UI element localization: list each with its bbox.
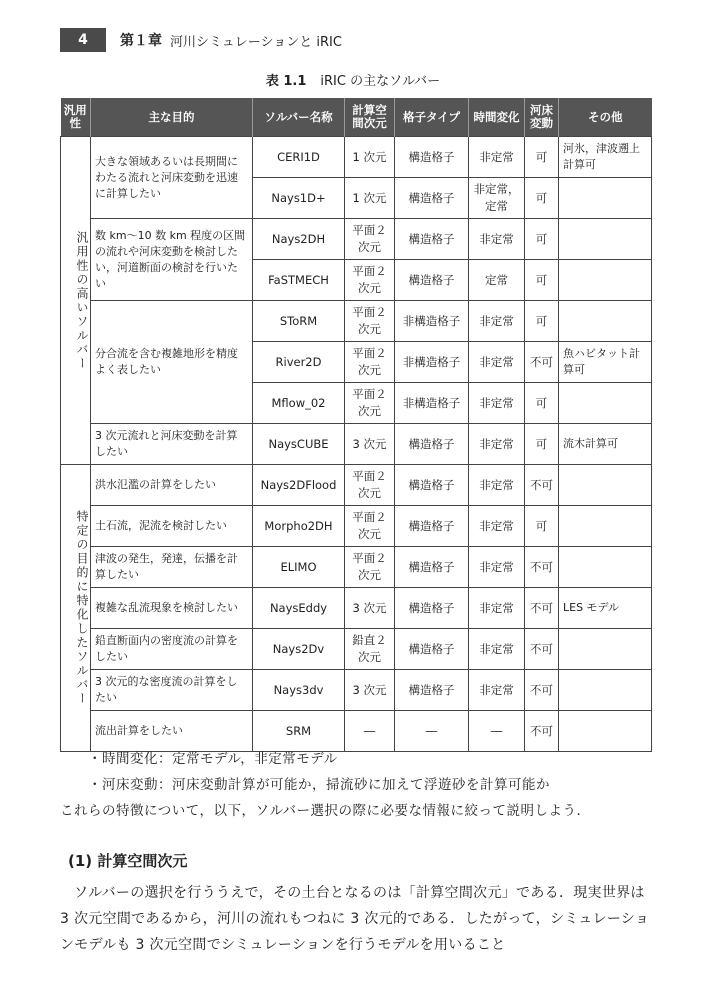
grid-type-cell: ― [395,711,469,752]
bed-change-cell: 可 [525,260,559,301]
dimension-cell: 平面２次元 [345,301,395,342]
solver-cell: SRM [253,711,345,752]
solver-cell: Nays2DH [253,219,345,260]
solver-cell: CERI1D [253,137,345,178]
bed-change-cell: 不可 [525,629,559,670]
time-change-cell: 定常 [469,260,525,301]
table-row [61,301,652,342]
purpose-cell: 数 km～10 数 km 程度の区間の流れや河床変動を検討したい，河道断面の検討を行いたい [91,219,253,301]
solver-cell: Mflow_02 [253,383,345,424]
bed-change-cell: 不可 [525,588,559,629]
bed-change-cell: 不可 [525,547,559,588]
time-change-cell: 非定常 [469,547,525,588]
table-row [61,547,652,588]
bullet-time: ・時間変化：定常モデル，非定常モデル [88,751,338,767]
table-row [61,629,652,670]
dimension-cell: 平面２次元 [345,383,395,424]
bed-change-cell: 不可 [525,465,559,506]
other-cell [559,260,652,301]
dimension-cell: 平面２次元 [345,547,395,588]
other-cell [559,547,652,588]
bed-change-cell: 可 [525,219,559,260]
grid-type-cell: 非構造格子 [395,383,469,424]
bed-change-cell: 可 [525,424,559,465]
other-cell [559,178,652,219]
grid-type-cell: 構造格子 [395,178,469,219]
purpose-cell: 3 次元流れと河床変動を計算したい [91,424,253,465]
table-row [61,588,652,629]
time-change-cell: 非定常 [469,137,525,178]
purpose-cell: 土石流，泥流を検討したい [91,506,253,547]
purpose-cell: 津波の発生，発達，伝播を計算したい [91,547,253,588]
bed-change-cell: 不可 [525,670,559,711]
grid-type-cell: 非構造格子 [395,301,469,342]
time-change-cell: 非定常 [469,506,525,547]
time-change-cell: ― [469,711,525,752]
dimension-cell: 1 次元 [345,178,395,219]
time-change-cell: 非定常 [469,383,525,424]
dimension-cell: 3 次元 [345,588,395,629]
dimension-cell: 1 次元 [345,137,395,178]
bed-change-cell: 不可 [525,342,559,383]
header-cell: 格子タイプ [395,98,469,137]
other-cell [559,465,652,506]
bed-change-cell: 可 [525,301,559,342]
table-row [61,465,652,506]
other-cell: 河氷，津波遡上計算可 [559,137,652,178]
dimension-cell: ― [345,711,395,752]
purpose-cell: 流出計算をしたい [91,711,253,752]
dimension-cell: 3 次元 [345,424,395,465]
other-cell [559,383,652,424]
dimension-cell: 3 次元 [345,670,395,711]
solver-cell: Nays2DFlood [253,465,345,506]
solver-cell: Nays1D+ [253,178,345,219]
solver-cell: Morpho2DH [253,506,345,547]
bed-change-cell: 可 [525,137,559,178]
table-row [61,424,652,465]
grid-type-cell: 構造格子 [395,424,469,465]
purpose-cell: 分合流を含む複雑地形を精度よく表したい [91,301,253,424]
time-change-cell: 非定常 [469,301,525,342]
bed-change-cell: 可 [525,506,559,547]
purpose-cell: 3 次元的な密度流の計算をしたい [91,670,253,711]
header-cell: 計算空間次元 [345,98,395,137]
time-change-cell: 非定常 [469,629,525,670]
purpose-cell: 鉛直断面内の密度流の計算をしたい [91,629,253,670]
other-cell [559,629,652,670]
header-cell: ソルバー名称 [253,98,345,137]
solver-cell: Nays2Dv [253,629,345,670]
header-cell: その他 [559,98,652,137]
solver-cell: SToRM [253,301,345,342]
solver-cell: FaSTMECH [253,260,345,301]
grid-type-cell: 構造格子 [395,137,469,178]
bed-change-cell: 可 [525,383,559,424]
group-label: 特定の目的に特化したソルバー [61,465,91,752]
table-title: iRIC の主なソルバー [320,74,441,89]
grid-type-cell: 構造格子 [395,219,469,260]
bed-change-cell: 可 [525,178,559,219]
page-number: 4 [60,28,106,52]
purpose-cell: 洪水氾濫の計算をしたい [91,465,253,506]
time-change-cell: 非定常 [469,588,525,629]
solver-cell: River2D [253,342,345,383]
header-cell: 主な目的 [91,98,253,137]
solver-cell: Nays3dv [253,670,345,711]
table-row [61,137,652,178]
table-row [61,219,652,260]
table-row [61,670,652,711]
summary-text: これらの特徴について，以下，ソルバー選択の際に必要な情報に絞って説明しよう． [60,803,591,819]
other-cell [559,219,652,260]
other-cell: 魚ハビタット計算可 [559,342,652,383]
dimension-cell: 平面２次元 [345,342,395,383]
solver-cell: NaysCUBE [253,424,345,465]
table-caption [0,70,706,89]
solver-cell: ELIMO [253,547,345,588]
bed-change-cell: 不可 [525,711,559,752]
table-header-row [61,98,652,137]
time-change-cell: 非定常 [469,219,525,260]
grid-type-cell: 構造格子 [395,506,469,547]
table-number: 表 1.1 [265,74,307,89]
other-cell [559,670,652,711]
solver-cell: NaysEddy [253,588,345,629]
group-label: 汎用性の高いソルバー [61,137,91,465]
body-paragraph: ソルバーの選択を行ううえで，その土台となるのは「計算空間次元」である．現実世界は 3 次元空間であるから，河川の流れもつねに 3 次元的である．したがって，シミュレーションモデルも 3 次元空間でシミュレーションを行うモデルを用いること [60,885,650,953]
dimension-cell: 平面２次元 [345,219,395,260]
other-cell: LES モデル [559,588,652,629]
time-change-cell: 非定常 [469,670,525,711]
other-cell: 流木計算可 [559,424,652,465]
page-header [60,28,342,52]
section-heading: (1) 計算空間次元 [68,852,188,870]
table-row [61,506,652,547]
grid-type-cell: 構造格子 [395,547,469,588]
grid-type-cell: 構造格子 [395,629,469,670]
time-change-cell: 非定常 [469,465,525,506]
dimension-cell: 平面２次元 [345,260,395,301]
solver-table [60,98,652,752]
grid-type-cell: 構造格子 [395,670,469,711]
grid-type-cell: 構造格子 [395,588,469,629]
other-cell [559,301,652,342]
header-cell: 河床変動 [525,98,559,137]
grid-type-cell: 構造格子 [395,260,469,301]
other-cell [559,506,652,547]
purpose-cell: 複雑な乱流現象を検討したい [91,588,253,629]
time-change-cell: 非定常 [469,342,525,383]
time-change-cell: 非定常 [469,424,525,465]
dimension-cell: 平面２次元 [345,506,395,547]
dimension-cell: 平面２次元 [345,465,395,506]
dimension-cell: 鉛直２次元 [345,629,395,670]
header-cell: 汎用性 [61,98,91,137]
chapter-label: 第１章 [120,33,162,49]
purpose-cell: 大きな領域あるいは長期間にわたる流れと河床変動を迅速に計算したい [91,137,253,219]
chapter-title: 河川シミュレーションと iRIC [170,34,342,50]
bullet-bed: ・河床変動：河床変動計算が可能か，掃流砂に加えて浮遊砂を計算可能か [88,777,550,793]
time-change-cell: 非定常，定常 [469,178,525,219]
grid-type-cell: 構造格子 [395,465,469,506]
header-cell: 時間変化 [469,98,525,137]
grid-type-cell: 非構造格子 [395,342,469,383]
